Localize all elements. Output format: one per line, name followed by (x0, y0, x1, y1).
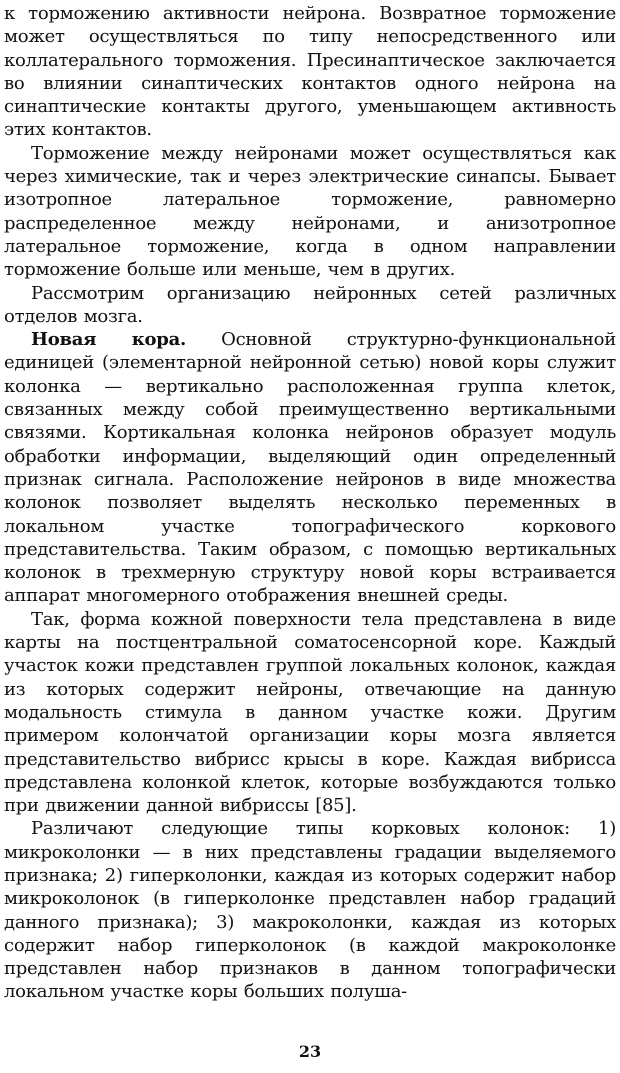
paragraph-1 (4, 2, 616, 142)
body-text (4, 2, 616, 1004)
paragraph-5 (4, 608, 616, 818)
paragraph-3-text: Рассмотрим организацию нейронных сетей различных отделов мозга. (4, 282, 616, 327)
paragraph-6-text: Различают следующие типы корковых колонок: 1) микроколонки — в них представлены градации выделяемого признака; 2) гиперколонки, каждая из которых содержит набор микроколонок (в гиперколонке представлен набор градаций данного признака); 3) макроколонки, каждая из которых содержит набор гиперколонок (в каждой макроколонке представлен набор признаков в данном топографически локальном участке коры больших полуша- (4, 818, 616, 1003)
section-heading-neocortex: Новая кора. (31, 329, 187, 351)
paragraph-2-text: Торможение между нейронами может осуществляться как через химические, так и через электрические синапсы. Бывает изотропное латеральное торможение, равномерно распределенное между нейронами, и анизотропное латеральное торможение, когда в одном направлении торможение больше или меньше, чем в других. (4, 142, 616, 281)
paragraph-5-text: Так, форма кожной поверхности тела представлена в виде карты на постцентральной соматосенсорной коре. Каждый участок кожи представлен группой локальных колонок, каждая из которых содержит нейроны, отвечающие на данную модальность стимула в данном участке кожи. Другим примером колончатой организации коры мозга является представительство вибрисс крысы в коре. Каждая вибрисса представлена колонкой клеток, которые возбуждаются только при движении данной вибриссы [85]. (4, 608, 616, 817)
paragraph-3 (4, 282, 616, 329)
paragraph-1-text: к торможению активности нейрона. Возвратное торможение может осуществляться по типу непосредственного или коллатерального торможения. Пресинаптическое заключается во влиянии синаптических контактов одного нейрона на синаптические контакты другого, уменьшающем активность этих контактов. (4, 3, 616, 141)
paragraph-2 (4, 142, 616, 282)
paragraph-6 (4, 817, 616, 1003)
paragraph-4-text: Основной структурно-функциональной единицей (элементарной нейронной сетью) новой коры служит колонка — вертикально расположенная группа клеток, связанных между собой преимущественно вертикальными связями. Кортикальная колонка нейронов образует модуль обработки информации, выделяющий один определенный признак сигнала. Расположение нейронов в виде множества колонок позволяет выделять несколько переменных в локальном участке топографического коркового представительства. Таким образом, с помощью вертикальных колонок в трехмерную структуру новой коры встраивается аппарат многомерного отображения внешней среды. (4, 329, 616, 607)
paragraph-4 (4, 328, 616, 608)
page-number: 23 (298, 1042, 322, 1061)
